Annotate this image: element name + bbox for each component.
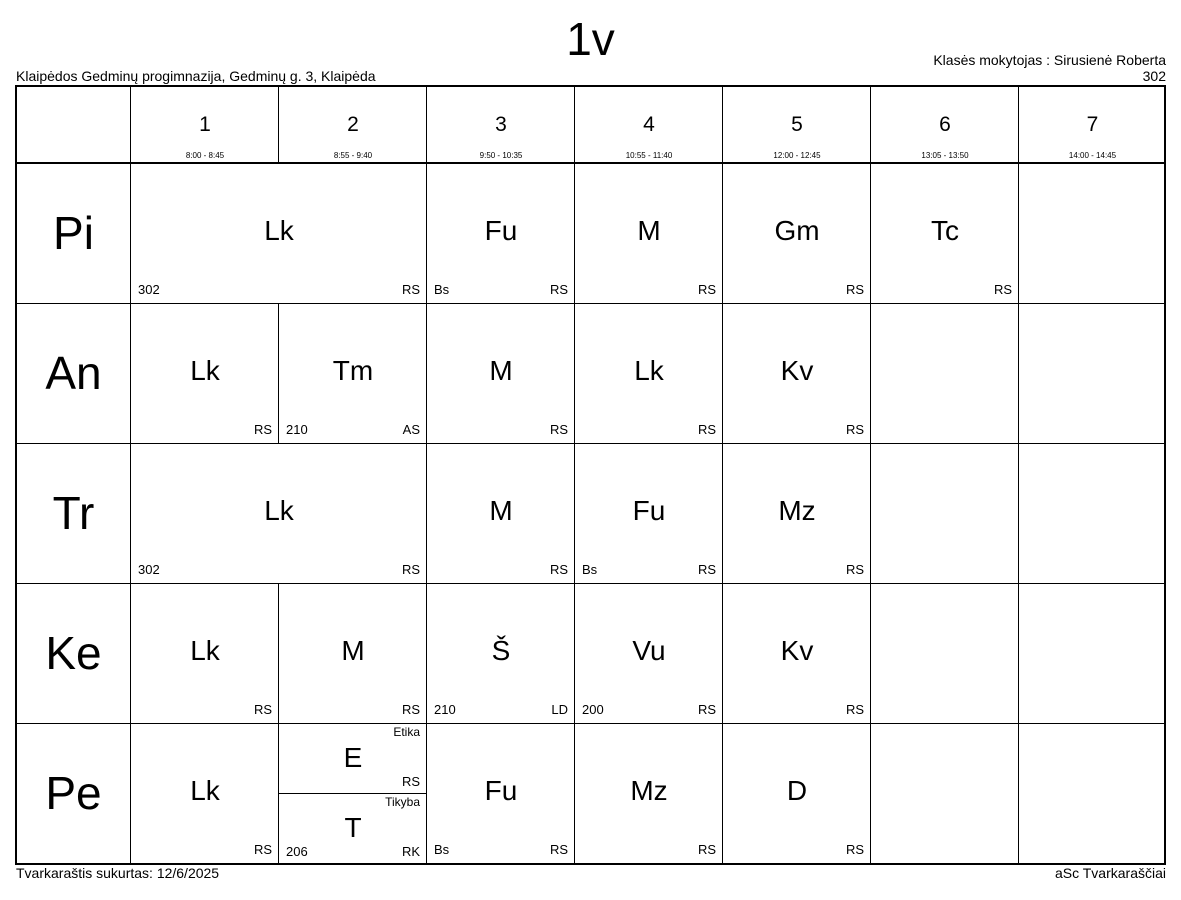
lesson-cell[interactable]	[723, 723, 871, 863]
period-number: 1	[199, 113, 211, 136]
lesson-subject: M	[489, 355, 513, 386]
page-title: 1v	[566, 13, 615, 65]
period-number: 7	[1086, 113, 1099, 136]
grid-line	[722, 87, 723, 163]
lesson-subject: Fu	[484, 215, 518, 246]
lesson-teacher: RS	[993, 282, 1012, 297]
lesson-teacher: RS	[845, 842, 864, 857]
period-time: 14:00 - 14:45	[1068, 151, 1117, 160]
lesson-subject: Lk	[634, 355, 664, 386]
lesson-subject: Kv	[780, 635, 814, 666]
lesson-subject: Š	[491, 635, 511, 666]
lesson-room: 210	[434, 702, 456, 717]
lesson-teacher: RS	[401, 774, 420, 789]
lesson-teacher: RS	[549, 562, 568, 577]
grid-line	[870, 303, 871, 443]
school-name: Klaipėdos Gedminų progimnazija, Gedminų g. 3, Klaipėda	[16, 68, 376, 84]
lesson-teacher: RS	[845, 702, 864, 717]
lesson-teacher: RS	[401, 282, 420, 297]
period-number: 4	[643, 113, 655, 136]
grid-line	[1018, 443, 1019, 583]
lesson-teacher: RS	[845, 282, 864, 297]
period-number: 6	[939, 113, 951, 136]
lesson-teacher: RS	[697, 562, 716, 577]
grid-line	[1018, 583, 1019, 723]
lesson-cell[interactable]	[575, 303, 723, 443]
class-room: 302	[1142, 68, 1166, 84]
lesson-cell[interactable]	[723, 163, 871, 303]
lesson-subject: Fu	[632, 495, 666, 526]
lesson-subject: Tm	[332, 355, 374, 386]
lesson-teacher: RS	[549, 842, 568, 857]
grid-line	[870, 443, 871, 583]
lesson-subject: D	[786, 775, 808, 806]
period-header	[427, 87, 575, 163]
period-time: 9:50 - 10:35	[479, 151, 523, 160]
created-date: Tvarkaraštis sukurtas: 12/6/2025	[16, 865, 220, 881]
lesson-teacher: RS	[401, 702, 420, 717]
lesson-cell[interactable]	[575, 723, 723, 863]
timetable-grid	[15, 85, 1166, 865]
software-credit: aSc Tvarkaraščiai	[1054, 865, 1166, 881]
lesson-teacher: RS	[549, 422, 568, 437]
class-teacher: Klasės mokytojas : Sirusienė Roberta	[933, 52, 1166, 68]
lesson-subject: Vu	[632, 635, 666, 666]
lesson-subject: Lk	[190, 635, 220, 666]
lesson-teacher: RS	[253, 702, 272, 717]
grid-line	[1018, 87, 1019, 163]
lesson-cell[interactable]	[131, 443, 427, 583]
group-label: Etika	[393, 725, 420, 739]
lesson-teacher: LD	[551, 702, 568, 717]
lesson-subject: Mz	[630, 775, 668, 806]
lesson-teacher: RS	[697, 702, 716, 717]
period-time: 8:00 - 8:45	[185, 151, 225, 160]
lesson-subject: Gm	[774, 215, 820, 246]
lesson-teacher: RS	[697, 282, 716, 297]
day-label: An	[45, 347, 102, 399]
lesson-teacher: AS	[402, 422, 420, 437]
split-lesson-cell[interactable]	[279, 793, 427, 863]
period-number: 5	[791, 113, 803, 136]
lesson-subject: M	[489, 495, 513, 526]
grid-line	[1018, 303, 1019, 443]
grid-line	[426, 87, 427, 163]
lesson-cell[interactable]	[131, 723, 279, 863]
lesson-teacher: RS	[253, 422, 272, 437]
period-header	[279, 87, 427, 163]
lesson-subject: Mz	[778, 495, 816, 526]
lesson-subject: Lk	[190, 775, 220, 806]
lesson-cell[interactable]	[279, 303, 427, 443]
lesson-subject: M	[637, 215, 661, 246]
grid-line	[574, 87, 575, 163]
lesson-subject: Fu	[484, 775, 518, 806]
grid-line	[870, 87, 871, 163]
lesson-cell[interactable]	[131, 163, 427, 303]
lesson-teacher: RS	[401, 562, 420, 577]
lesson-room: 302	[138, 282, 160, 297]
lesson-teacher: RS	[697, 842, 716, 857]
lesson-room: 206	[286, 844, 308, 859]
lesson-subject: T	[344, 812, 362, 843]
grid-line	[1018, 163, 1019, 303]
grid-line	[279, 793, 427, 794]
lesson-cell[interactable]	[723, 443, 871, 583]
grid-line	[278, 87, 279, 163]
split-lesson-cell[interactable]	[279, 723, 427, 793]
lesson-cell[interactable]	[427, 303, 575, 443]
period-header	[871, 87, 1019, 163]
lesson-teacher: RS	[845, 422, 864, 437]
lesson-cell[interactable]	[723, 303, 871, 443]
lesson-subject: M	[341, 635, 365, 666]
lesson-cell[interactable]	[723, 583, 871, 723]
lesson-room: 302	[138, 562, 160, 577]
lesson-cell[interactable]	[575, 163, 723, 303]
lesson-cell[interactable]	[427, 723, 575, 863]
lesson-room: 210	[286, 422, 308, 437]
period-number: 2	[347, 113, 359, 136]
period-time: 8:55 - 9:40	[333, 151, 373, 160]
day-label: Ke	[45, 627, 102, 679]
period-header	[723, 87, 871, 163]
lesson-subject: Lk	[190, 355, 220, 386]
lesson-room: Bs	[434, 842, 450, 857]
period-time: 10:55 - 11:40	[625, 151, 673, 160]
period-time: 13:05 - 13:50	[921, 151, 969, 160]
lesson-teacher: RS	[697, 422, 716, 437]
day-label: Tr	[52, 487, 95, 539]
lesson-cell[interactable]	[427, 163, 575, 303]
lesson-cell[interactable]	[427, 583, 575, 723]
period-header	[1019, 87, 1166, 163]
lesson-cell[interactable]	[575, 443, 723, 583]
lesson-teacher: RK	[401, 844, 420, 859]
period-time: 12:00 - 12:45	[773, 151, 821, 160]
lesson-subject: E	[343, 742, 363, 773]
lesson-cell[interactable]	[575, 583, 723, 723]
grid-line	[870, 723, 871, 863]
lesson-cell[interactable]	[427, 443, 575, 583]
group-label: Tikyba	[385, 795, 420, 809]
lesson-cell[interactable]	[131, 583, 279, 723]
day-label: Pe	[45, 767, 102, 819]
period-number: 3	[495, 113, 507, 136]
lesson-room: Bs	[434, 282, 450, 297]
lesson-subject: Lk	[264, 495, 294, 526]
period-header	[575, 87, 723, 163]
lesson-teacher: RS	[253, 842, 272, 857]
lesson-cell[interactable]	[279, 583, 427, 723]
lesson-teacher: RS	[549, 282, 568, 297]
day-label: Pi	[53, 207, 94, 259]
grid-line	[870, 583, 871, 723]
lesson-subject: Tc	[931, 215, 959, 246]
lesson-room: Bs	[582, 562, 598, 577]
lesson-cell[interactable]	[131, 303, 279, 443]
lesson-teacher: RS	[845, 562, 864, 577]
lesson-subject: Kv	[780, 355, 814, 386]
period-header	[131, 87, 279, 163]
lesson-subject: Lk	[264, 215, 294, 246]
grid-line	[1018, 723, 1019, 863]
lesson-room: 200	[582, 702, 604, 717]
lesson-cell[interactable]	[871, 163, 1019, 303]
